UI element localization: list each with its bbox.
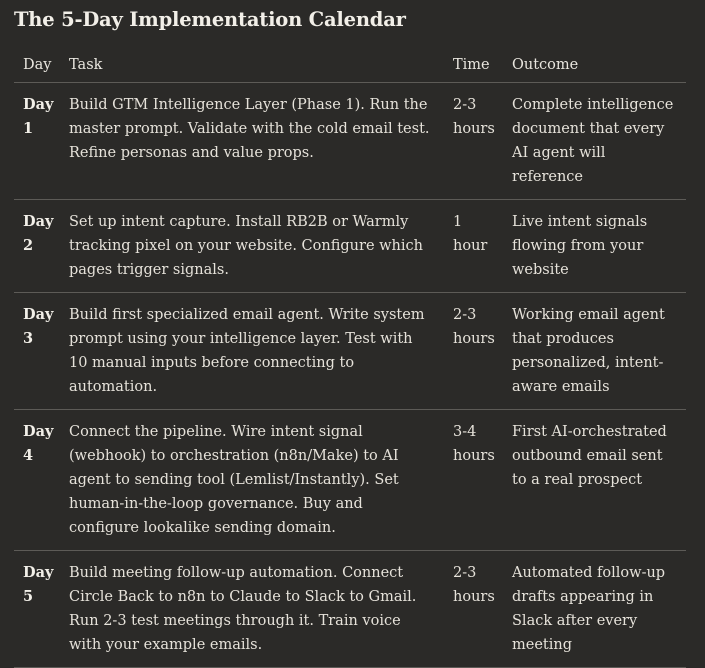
- outcome-cell: Live intent signals flowing from your website: [503, 200, 686, 293]
- column-header-day: Day: [14, 47, 60, 83]
- table-row: [14, 410, 686, 551]
- column-header-time: Time: [444, 47, 503, 83]
- column-header-outcome: Outcome: [503, 47, 686, 83]
- table-row: [14, 293, 686, 410]
- time-cell: 2-3 hours: [444, 551, 503, 668]
- outcome-cell: Working email agent that produces personalized, intent-aware emails: [503, 293, 686, 410]
- time-cell: 2-3 hours: [444, 293, 503, 410]
- page-title: The 5-Day Implementation Calendar: [14, 8, 406, 31]
- time-cell: 1 hour: [444, 200, 503, 293]
- outcome-cell: Complete intelligence document that every AI agent will reference: [503, 83, 686, 200]
- task-cell: Set up intent capture. Install RB2B or Warmly tracking pixel on your website. Configure which pages trigger signals.: [60, 200, 444, 293]
- task-cell: Connect the pipeline. Wire intent signal (webhook) to orchestration (n8n/Make) to AI agent to sending tool (Lemlist/Instantly). Set human-in-the-loop governance. Buy and configure lookalike sending domain.: [60, 410, 444, 551]
- day-cell: Day 4: [14, 410, 60, 551]
- table-row: [14, 551, 686, 668]
- day-cell: Day 1: [14, 83, 60, 200]
- day-cell: Day 2: [14, 200, 60, 293]
- table-row: [14, 83, 686, 200]
- day-cell: Day 3: [14, 293, 60, 410]
- implementation-calendar-table: [14, 47, 686, 668]
- task-cell: Build meeting follow-up automation. Connect Circle Back to n8n to Claude to Slack to Gmail. Run 2-3 test meetings through it. Train voice with your example emails.: [60, 551, 444, 668]
- table-header-row: [14, 47, 686, 83]
- outcome-cell: First AI-orchestrated outbound email sent to a real prospect: [503, 410, 686, 551]
- task-cell: Build GTM Intelligence Layer (Phase 1). Run the master prompt. Validate with the cold email test. Refine personas and value props.: [60, 83, 444, 200]
- table-row: [14, 200, 686, 293]
- column-header-task: Task: [60, 47, 444, 83]
- outcome-cell: Automated follow-up drafts appearing in Slack after every meeting: [503, 551, 686, 668]
- day-cell: Day 5: [14, 551, 60, 668]
- time-cell: 3-4 hours: [444, 410, 503, 551]
- task-cell: Build first specialized email agent. Write system prompt using your intelligence layer. Test with 10 manual inputs before connecting to automation.: [60, 293, 444, 410]
- time-cell: 2-3 hours: [444, 83, 503, 200]
